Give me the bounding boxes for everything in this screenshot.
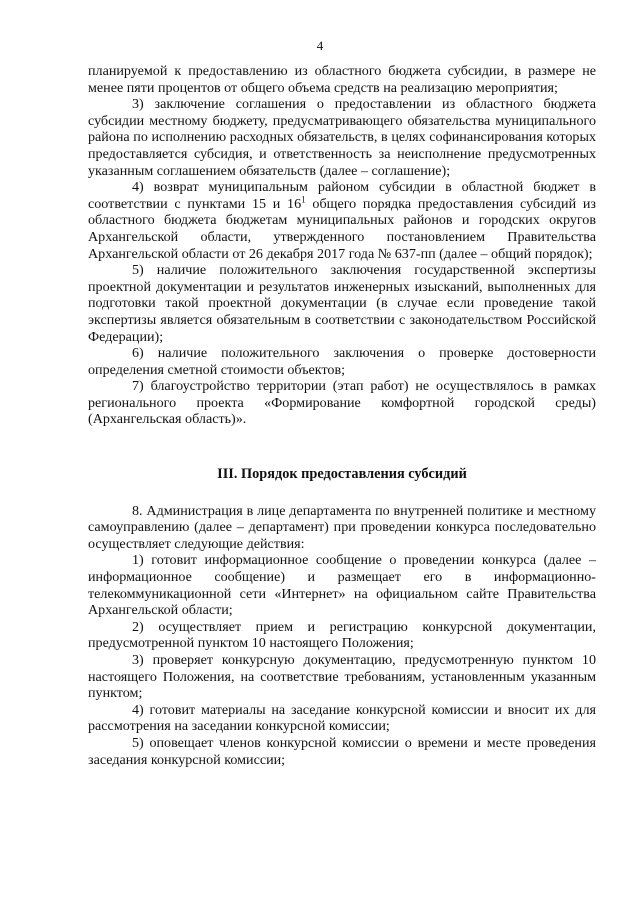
page-number: 4 bbox=[316, 38, 324, 53]
superscript-mark: 1 bbox=[301, 194, 306, 205]
paragraph-8: 8. Администрация в лице департамента по внутренней политике и местному самоуправлению (далее – департамент) при проведении конкурса последовательно осуществляет следующие действия: bbox=[88, 502, 596, 552]
paragraph-item-3: 3) заключение соглашения о предоставлении из областного бюджета субсидии местному бюджету, предусматривающего обязательства муниципального района по исполнению расходных обязательств, в целях софинансирования которых предоставляется субсидия, и ответственность за неисполнение предусмотренных указанным соглашением обязательств (далее – соглашение); bbox=[88, 96, 596, 179]
paragraph-item-4-part-b: общего порядка предоставления субсидий из областного бюджета бюджетам муниципальных районов и городских округов Архангельской области, утвержденного постановлением Правительства Архангельской области от 26 декабря 2017 года № 637-пп (далее – общий порядок); bbox=[88, 195, 596, 262]
subitem-5: 5) оповещает членов конкурсной комиссии о времени и месте проведения заседания конкурсной комиссии; bbox=[88, 734, 596, 768]
paragraph-item-4-part-a: 4) возврат муниципальным районом субсидии в областной бюджет в соответствии с пунктами 15 и 16 bbox=[88, 179, 596, 212]
subitem-1: 1) готовит информационное сообщение о проведении конкурса (далее – информационное сообщение) и размещает его в информационно-телекоммуникационной сети «Интернет» на официальном сайте Правительства Архангельской области; bbox=[88, 552, 596, 619]
paragraph-continuation: планируемой к предоставлению из областного бюджета субсидии, в размере не менее пяти процентов от общего объема средств на реализацию мероприятия; bbox=[88, 63, 596, 96]
subitem-3: 3) проверяет конкурсную документацию, предусмотренную пунктом 10 настоящего Положения, на соответствие требованиям, установленным указанным пунктом; bbox=[88, 652, 596, 702]
paragraph-item-6: 6) наличие положительного заключения о проверке достоверности определения сметной стоимости объектов; bbox=[88, 345, 596, 378]
paragraph-item-7: 7) благоустройство территории (этап работ) не осуществлялось в рамках регионального проекта «Формирование комфортной городской среды) (Архангельская область)». bbox=[88, 378, 596, 428]
document-body bbox=[88, 63, 596, 768]
section-heading: III. Порядок предоставления субсидий bbox=[217, 466, 467, 483]
subitem-4: 4) готовит материалы на заседание конкурсной комиссии и вносит их для рассмотрения на заседании конкурсной комиссии; bbox=[88, 701, 596, 735]
paragraph-item-5: 5) наличие положительного заключения государственной экспертизы проектной документации и результатов инженерных изысканий, выполненных для подготовки такой проектной документации (в случае если проведение такой экспертизы является обязательным в соответствии с законодательством Российской Федерации); bbox=[88, 262, 596, 345]
subitem-2: 2) осуществляет прием и регистрацию конкурсной документации, предусмотренной пунктом 10 настоящего Положения; bbox=[88, 618, 596, 652]
paragraph-item-4 bbox=[88, 179, 596, 262]
